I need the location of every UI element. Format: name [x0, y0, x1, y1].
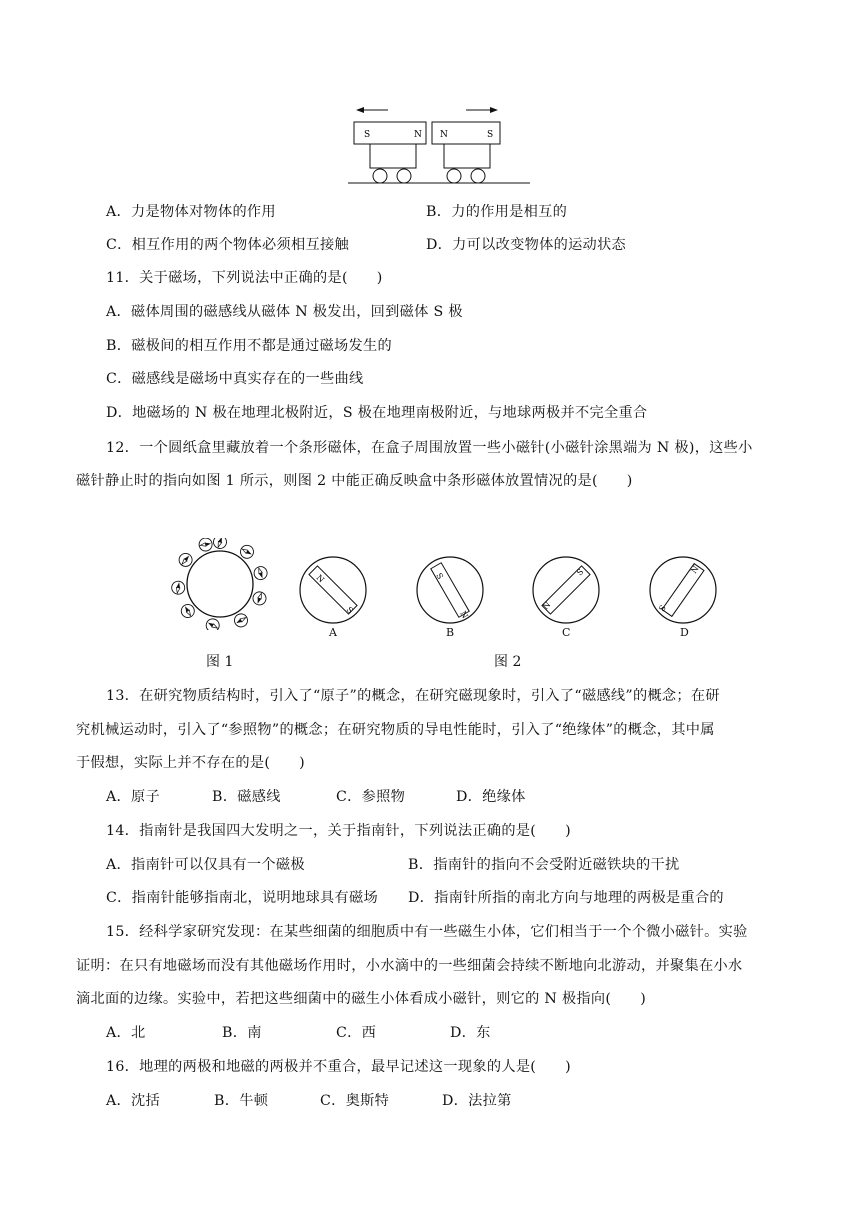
figure-1-compass-ring: [170, 538, 270, 630]
q12-stem-line1: 12．一个圆纸盒里藏放着一个条形磁体，在盒子周围放置一些小磁针(小磁针涂黑端为 N 极)，这些小: [106, 440, 753, 456]
left-magnet-left-pole: S: [364, 130, 371, 140]
option-b-label: B: [446, 626, 455, 639]
left-arrow-icon: [356, 107, 388, 113]
q15-option-c: C．西: [336, 1025, 377, 1041]
option-a-label: A: [329, 626, 337, 639]
q13-option-b: B．磁感线: [212, 789, 281, 805]
option-c-pole-2: N: [541, 600, 553, 612]
compass-needle-icon: [251, 590, 268, 607]
wheel: [373, 169, 387, 183]
option-b-pole-1: S: [434, 571, 445, 581]
compass-needle-icon: [171, 580, 186, 595]
wheel: [471, 169, 485, 183]
wheel: [447, 169, 461, 183]
q16-stem: 16．地理的两极和地磁的两极并不重合，最早记述这一现象的人是( ): [106, 1059, 571, 1075]
q10-option-a: A．力是物体对物体的作用: [106, 204, 276, 220]
right-magnet-left-pole: N: [440, 130, 448, 140]
q13-option-c: C．参照物: [336, 789, 406, 805]
compass-needle-icon: [204, 617, 222, 630]
q11-stem: 11．关于磁场，下列说法中正确的是( ): [106, 270, 383, 286]
q14-option-d: D．指南针所指的南北方向与地理的两极是重合的: [408, 890, 724, 906]
right-cart-body: [444, 144, 490, 168]
q16-option-a: A．沈括: [106, 1093, 161, 1109]
compass-needle-icon: [212, 538, 229, 550]
q12-stem-line2: 磁针静止时的指向如图 1 所示，则图 2 中能正确反映盒中条形磁体放置情况的是( ): [76, 473, 633, 489]
figure-2-options: [290, 548, 730, 644]
option-a-diagram: [300, 557, 366, 623]
option-a-pole-1: N: [314, 573, 326, 585]
right-magnet-right-pole: S: [487, 130, 494, 140]
option-b-pole-2: N: [458, 609, 470, 621]
q15-option-a: A．北: [106, 1025, 146, 1041]
q13-stem-line2: 究机械运动时，引入了“参照物”的概念；在研究物质的导电性能时，引入了“绝缘体”的概念，其中属: [76, 722, 715, 738]
figure-1-label: 图 1: [206, 654, 234, 670]
q14-stem: 14．指南针是我国四大发明之一，关于指南针，下列说法正确的是( ): [106, 823, 571, 839]
carts-magnets-figure: [340, 100, 540, 190]
q10-option-d: D．力可以改变物体的运动状态: [426, 237, 627, 253]
option-a-pole-2: S: [344, 605, 355, 616]
q16-option-b: B．牛顿: [214, 1093, 269, 1109]
q13-option-d: D．绝缘体: [456, 789, 526, 805]
q14-option-c: C．指南针能够指南北，说明地球具有磁场: [106, 890, 378, 906]
wheel: [397, 169, 411, 183]
option-c-diagram: [533, 557, 599, 623]
option-d-diagram: [650, 557, 716, 623]
q10-option-c: C．相互作用的两个物体必须相互接触: [106, 237, 349, 253]
compass-needle-icon: [252, 565, 269, 582]
option-c-label: C: [562, 626, 571, 639]
q15-option-b: B．南: [222, 1025, 262, 1041]
q15-option-d: D．东: [450, 1025, 491, 1041]
q11-option-b: B．磁极间的相互作用不都是通过磁场发生的: [106, 338, 392, 354]
q15-stem-line3: 滴北面的边缘。实验中，若把这些细菌中的磁生小体看成小磁针，则它的 N 极指向( ): [76, 991, 647, 1007]
q14-option-b: B．指南针的指向不会受附近磁铁块的干扰: [408, 857, 680, 873]
q10-option-b: B．力的作用是相互的: [426, 204, 568, 220]
q15-stem-line1: 15．经科学家研究发现：在某些细菌的细胞质中有一些磁生小体，它们相当于一个个微小磁针。实验: [106, 924, 748, 940]
q16-option-d: D．法拉第: [442, 1093, 512, 1109]
q15-stem-line2: 证明：在只有地磁场而没有其他磁场作用时，小水滴中的一些细菌会持续不断地向北游动，并聚集在小水: [76, 958, 743, 974]
q11-option-c: C．磁感线是磁场中真实存在的一些曲线: [106, 371, 364, 387]
q13-option-a: A．原子: [106, 789, 161, 805]
right-arrow-icon: [466, 107, 498, 113]
q13-stem-line1: 13．在研究物质结构时，引入了“原子”的概念，在研究磁现象时，引入了“磁感线”的概念；在研: [106, 688, 720, 704]
left-magnet-right-pole: N: [414, 130, 422, 140]
left-cart-body: [370, 144, 416, 168]
q14-option-a: A．指南针可以仅具有一个磁极: [106, 857, 305, 873]
option-c-pole-1: S: [575, 567, 586, 578]
option-d-label: D: [680, 626, 689, 639]
compass-needle-icon: [198, 538, 213, 552]
option-d-pole-2: S: [657, 603, 668, 614]
option-d-pole-1: N: [689, 564, 701, 576]
figure-2-label: 图 2: [494, 654, 522, 670]
q11-option-d: D．地磁场的 N 极在地理北极附近，S 极在地理南极附近，与地球两极并不完全重合: [106, 405, 648, 421]
q11-option-a: A．磁体周围的磁感线从磁体 N 极发出，回到磁体 S 极: [106, 304, 463, 320]
option-b-diagram: [417, 557, 483, 623]
q16-option-c: C．奥斯特: [320, 1093, 390, 1109]
q13-stem-line3: 于假想，实际上并不存在的是( ): [76, 755, 305, 771]
